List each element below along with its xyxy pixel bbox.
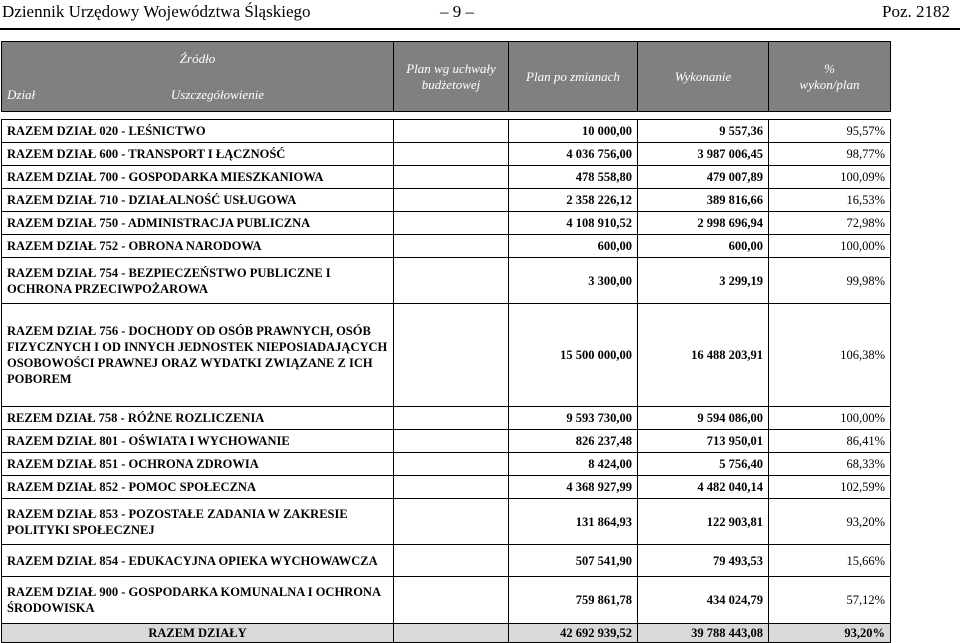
row-plan-po-zmianach: 4 036 756,00	[509, 143, 638, 166]
row-procent: 100,00%	[769, 407, 891, 430]
row-plan-uchwaly	[394, 304, 509, 407]
total-wykonanie: 39 788 443,08	[638, 624, 769, 643]
header-spacer	[2, 112, 891, 120]
table-row	[2, 453, 891, 476]
header-percent-sub: wykon/plan	[799, 76, 860, 92]
row-plan-po-zmianach: 2 358 226,12	[509, 189, 638, 212]
row-plan-uchwaly	[394, 189, 509, 212]
row-name: RAZEM DZIAŁ 710 - DZIAŁALNOŚĆ USŁUGOWA	[2, 189, 394, 212]
row-plan-po-zmianach: 507 541,90	[509, 545, 638, 577]
table-header-row	[2, 42, 891, 112]
column-header-wykonanie: Wykonanie	[638, 42, 769, 112]
row-plan-uchwaly	[394, 577, 509, 624]
row-name: RAZEM DZIAŁ 852 - POMOC SPOŁECZNA	[2, 476, 394, 499]
column-header-source	[2, 42, 394, 112]
page-number: – 9 –	[440, 2, 474, 21]
column-header-procent	[769, 42, 891, 112]
header-percent-symbol: %	[824, 60, 835, 76]
table-row	[2, 212, 891, 235]
row-procent: 15,66%	[769, 545, 891, 577]
row-wykonanie: 479 007,89	[638, 166, 769, 189]
row-name: RAZEM DZIAŁ 750 - ADMINISTRACJA PUBLICZNA	[2, 212, 394, 235]
row-wykonanie: 2 998 696,94	[638, 212, 769, 235]
row-name: REZEM DZIAŁ 758 - RÓŻNE ROZLICZENIA	[2, 407, 394, 430]
row-name: RAZEM DZIAŁ 851 - OCHRONA ZDROWIA	[2, 453, 394, 476]
row-procent: 86,41%	[769, 430, 891, 453]
row-plan-uchwaly	[394, 453, 509, 476]
row-wykonanie: 434 024,79	[638, 577, 769, 624]
total-name: RAZEM DZIAŁY	[2, 624, 394, 643]
row-wykonanie: 79 493,53	[638, 545, 769, 577]
row-wykonanie: 122 903,81	[638, 499, 769, 545]
row-plan-uchwaly	[394, 476, 509, 499]
page-header	[0, 0, 960, 24]
row-procent: 102,59%	[769, 476, 891, 499]
row-name: RAZEM DZIAŁ 752 - OBRONA NARODOWA	[2, 235, 394, 258]
table-row	[2, 577, 891, 624]
row-procent: 106,38%	[769, 304, 891, 407]
row-wykonanie: 389 816,66	[638, 189, 769, 212]
row-name: RAZEM DZIAŁ 854 - EDUKACYJNA OPIEKA WYCHOWAWCZA	[2, 545, 394, 577]
table-row	[2, 545, 891, 577]
row-plan-po-zmianach: 600,00	[509, 235, 638, 258]
header-zrodlo: Źródło	[179, 50, 216, 66]
row-plan-po-zmianach: 3 300,00	[509, 258, 638, 304]
column-header-plan-uchwaly: Plan wg uchwały budżetowej	[394, 42, 509, 112]
row-procent: 93,20%	[769, 499, 891, 545]
row-plan-po-zmianach: 8 424,00	[509, 453, 638, 476]
budget-execution-table	[1, 41, 891, 643]
row-plan-uchwaly	[394, 120, 509, 143]
table-row	[2, 143, 891, 166]
row-plan-uchwaly	[394, 235, 509, 258]
row-wykonanie: 9 594 086,00	[638, 407, 769, 430]
row-name: RAZEM DZIAŁ 756 - DOCHODY OD OSÓB PRAWNYCH, OSÓB FIZYCZNYCH I OD INNYCH JEDNOSTEK NIEPOSIADAJĄCYCH OSOBOWOŚCI PRAWNEJ ORAZ WYDATKI ZWIĄZANE Z ICH POBOREM	[2, 304, 394, 407]
row-name: RAZEM DZIAŁ 801 - OŚWIATA I WYCHOWANIE	[2, 430, 394, 453]
table-row	[2, 189, 891, 212]
row-plan-po-zmianach: 15 500 000,00	[509, 304, 638, 407]
row-plan-po-zmianach: 4 368 927,99	[509, 476, 638, 499]
table-row	[2, 258, 891, 304]
row-plan-uchwaly	[394, 166, 509, 189]
table-row	[2, 166, 891, 189]
row-plan-po-zmianach: 131 864,93	[509, 499, 638, 545]
row-procent: 100,09%	[769, 166, 891, 189]
row-wykonanie: 3 987 006,45	[638, 143, 769, 166]
row-procent: 57,12%	[769, 577, 891, 624]
row-plan-uchwaly	[394, 430, 509, 453]
column-header-plan-po-zmianach: Plan po zmianach	[509, 42, 638, 112]
row-name: RAZEM DZIAŁ 853 - POZOSTAŁE ZADANIA W ZAKRESIE POLITYKI SPOŁECZNEJ	[2, 499, 394, 545]
row-plan-po-zmianach: 10 000,00	[509, 120, 638, 143]
row-plan-uchwaly	[394, 407, 509, 430]
row-plan-po-zmianach: 9 593 730,00	[509, 407, 638, 430]
header-dzial: Dział	[7, 86, 36, 102]
table-row	[2, 120, 891, 143]
row-name: RAZEM DZIAŁ 754 - BEZPIECZEŃSTWO PUBLICZNE I OCHRONA PRZECIWPOŻAROWA	[2, 258, 394, 304]
header-uszczegolowienie: Uszczegółowienie	[170, 86, 265, 102]
row-procent: 98,77%	[769, 143, 891, 166]
row-plan-uchwaly	[394, 545, 509, 577]
table-row	[2, 430, 891, 453]
row-wykonanie: 713 950,01	[638, 430, 769, 453]
row-procent: 95,57%	[769, 120, 891, 143]
row-plan-po-zmianach: 4 108 910,52	[509, 212, 638, 235]
row-plan-uchwaly	[394, 258, 509, 304]
row-procent: 100,00%	[769, 235, 891, 258]
row-plan-uchwaly	[394, 143, 509, 166]
row-name: RAZEM DZIAŁ 700 - GOSPODARKA MIESZKANIOWA	[2, 166, 394, 189]
row-procent: 72,98%	[769, 212, 891, 235]
row-name: RAZEM DZIAŁ 020 - LEŚNICTWO	[2, 120, 394, 143]
row-plan-uchwaly	[394, 499, 509, 545]
journal-title: Dziennik Urzędowy Województwa Śląskiego	[2, 2, 311, 21]
row-procent: 16,53%	[769, 189, 891, 212]
row-wykonanie: 9 557,36	[638, 120, 769, 143]
header-divider	[0, 28, 960, 30]
row-plan-po-zmianach: 478 558,80	[509, 166, 638, 189]
table-row	[2, 235, 891, 258]
row-procent: 68,33%	[769, 453, 891, 476]
row-plan-po-zmianach: 826 237,48	[509, 430, 638, 453]
row-name: RAZEM DZIAŁ 900 - GOSPODARKA KOMUNALNA I OCHRONA ŚRODOWISKA	[2, 577, 394, 624]
total-plan-po-zmianach: 42 692 939,52	[509, 624, 638, 643]
row-wykonanie: 4 482 040,14	[638, 476, 769, 499]
row-wykonanie: 5 756,40	[638, 453, 769, 476]
total-procent: 93,20%	[769, 624, 891, 643]
row-procent: 99,98%	[769, 258, 891, 304]
position-number: Poz. 2182	[882, 2, 950, 21]
table-row	[2, 304, 891, 407]
row-plan-po-zmianach: 759 861,78	[509, 577, 638, 624]
row-plan-uchwaly	[394, 212, 509, 235]
row-wykonanie: 16 488 203,91	[638, 304, 769, 407]
table-row	[2, 407, 891, 430]
row-wykonanie: 600,00	[638, 235, 769, 258]
table-row	[2, 476, 891, 499]
row-wykonanie: 3 299,19	[638, 258, 769, 304]
row-name: RAZEM DZIAŁ 600 - TRANSPORT I ŁĄCZNOŚĆ	[2, 143, 394, 166]
table-row	[2, 499, 891, 545]
